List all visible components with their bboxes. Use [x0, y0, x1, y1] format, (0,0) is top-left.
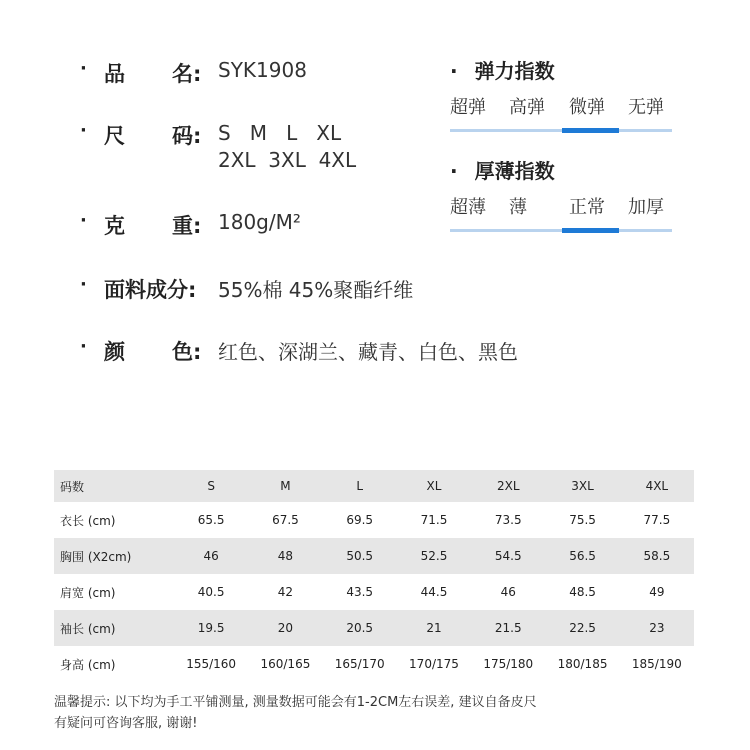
table-cell: 46: [174, 538, 248, 574]
spec-value: 180g/M²: [218, 210, 301, 234]
thickness-title: · 厚薄指数: [450, 159, 555, 183]
elasticity-option: 超弹: [450, 97, 486, 118]
bullet: ·: [450, 159, 458, 183]
thickness-option: 正常: [569, 197, 605, 218]
table-cell: 160/165: [260, 657, 311, 671]
table-cell: 170/175: [409, 657, 459, 671]
table-cell: 身高 (cm): [60, 657, 116, 672]
table-cell: 44.5: [420, 585, 448, 599]
spec-value: S M L XL 2XL 3XL 4XL: [218, 121, 357, 172]
bullet: ·: [80, 210, 87, 231]
thickness-options: [450, 193, 672, 219]
table-cell: 56.5: [545, 538, 619, 574]
thickness-option: 加厚: [628, 197, 664, 218]
table-cell: 42: [277, 585, 294, 599]
table-cell: 67.5: [272, 513, 299, 527]
spec-label: 面料成分:: [104, 278, 197, 302]
size-table: [54, 470, 694, 682]
table-cell: 180/185: [557, 657, 608, 671]
table-cell: 衣长 (cm): [60, 513, 116, 528]
table-row: [54, 610, 694, 646]
measurement-note: [54, 692, 704, 734]
table-header-cell: 4XL: [620, 470, 694, 502]
table-header-cell: 3XL: [545, 470, 619, 502]
spec-value: 55%棉 45%聚酯纤维: [218, 278, 414, 302]
note-line: 有疑问可咨询客服, 谢谢!: [54, 716, 198, 731]
spec-value: SYK1908: [218, 58, 307, 82]
table-cell: 185/190: [631, 657, 682, 671]
table-cell: 46: [500, 585, 516, 599]
table-cell: 20.5: [323, 610, 397, 646]
table-cell: 48.5: [569, 585, 596, 599]
bullet: ·: [450, 59, 458, 83]
table-header-cell: L: [323, 470, 397, 502]
table-cell: 21.5: [471, 610, 545, 646]
table-cell: 77.5: [643, 513, 671, 527]
table-cell: 19.5: [174, 610, 248, 646]
spec-value: 红色、深湖兰、藏青、白色、黑色: [218, 340, 518, 364]
table-row: [54, 646, 694, 682]
table-header-cell: M: [248, 470, 322, 502]
bullet: ·: [80, 336, 87, 357]
table-cell: 52.5: [397, 538, 471, 574]
table-cell: 75.5: [569, 513, 596, 527]
table-header-cell: 码数: [54, 470, 174, 502]
table-cell: 71.5: [420, 513, 448, 527]
table-cell: 69.5: [346, 513, 374, 527]
bullet: ·: [80, 120, 87, 141]
thickness-bar: [450, 229, 672, 232]
table-cell: 胸围 (X2cm): [54, 538, 174, 574]
elasticity-option: 高弹: [509, 97, 545, 118]
table-header-cell: S: [174, 470, 248, 502]
elasticity-bar: [450, 129, 672, 132]
table-cell: 73.5: [494, 513, 522, 527]
table-cell: 58.5: [620, 538, 694, 574]
table-header-cell: 2XL: [471, 470, 545, 502]
table-cell: 49: [649, 585, 665, 599]
table-cell: 165/170: [334, 657, 385, 671]
table-cell: 20: [248, 610, 322, 646]
elasticity-option: 无弹: [628, 97, 664, 118]
table-cell: 21: [397, 610, 471, 646]
table-cell: 23: [620, 610, 694, 646]
table-cell: 40.5: [197, 585, 225, 599]
table-cell: 肩宽 (cm): [60, 585, 116, 600]
bullet: ·: [80, 58, 87, 79]
thickness-option: 超薄: [450, 197, 486, 218]
table-cell: 65.5: [197, 513, 225, 527]
elasticity-option: 微弹: [569, 97, 605, 118]
elasticity-indicator: [562, 128, 619, 133]
bullet: ·: [80, 274, 87, 295]
note-line: 温馨提示: 以下均为手工平铺测量, 测量数据可能会有1-2CM左右误差, 建议自备皮尺: [54, 695, 537, 710]
elasticity-title: · 弹力指数: [450, 59, 555, 83]
table-cell: 175/180: [483, 657, 534, 671]
table-row: [54, 502, 694, 538]
table-cell: 48: [248, 538, 322, 574]
table-cell: 155/160: [186, 657, 237, 671]
thickness-option: 薄: [509, 197, 527, 218]
table-cell: 50.5: [323, 538, 397, 574]
table-cell: 54.5: [471, 538, 545, 574]
table-row: [54, 538, 694, 574]
elasticity-options: [450, 93, 672, 119]
table-cell: 43.5: [346, 585, 374, 599]
table-row: [54, 574, 694, 610]
thickness-indicator: [562, 228, 619, 233]
table-cell: 袖长 (cm): [54, 610, 174, 646]
table-cell: 22.5: [545, 610, 619, 646]
table-header-cell: XL: [397, 470, 471, 502]
table-header-row: [54, 470, 694, 502]
